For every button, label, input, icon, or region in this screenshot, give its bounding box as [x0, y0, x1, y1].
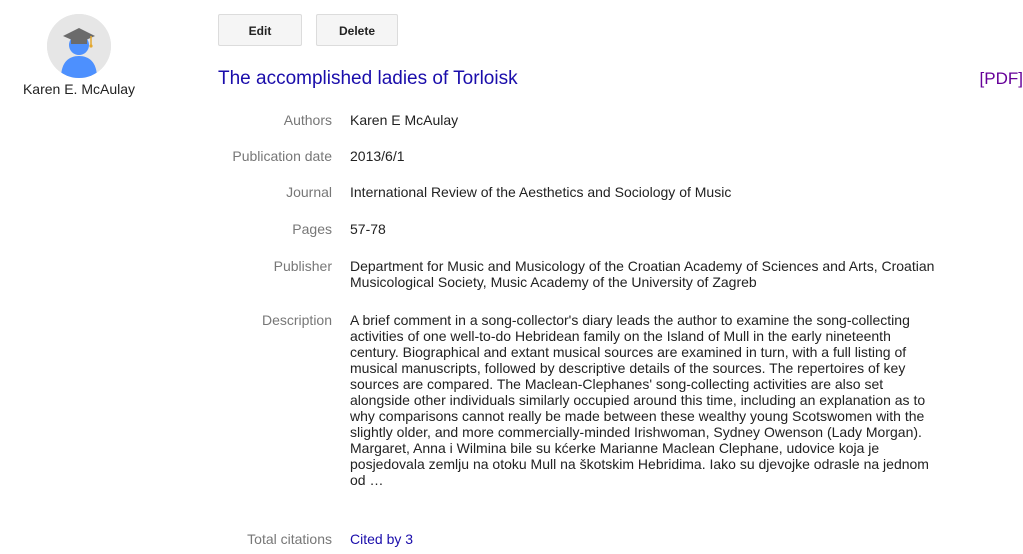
- field-label: Publisher: [273, 258, 332, 274]
- field-label: Publication date: [232, 148, 332, 164]
- field-label: Journal: [286, 184, 332, 200]
- field-label: Description: [261, 312, 332, 328]
- action-bar: [218, 14, 412, 46]
- author-profile: [14, 14, 144, 97]
- field-value: International Review of the Aesthetics and Sociology of Music: [350, 184, 732, 200]
- field-value: 57-78: [350, 221, 386, 237]
- field-value: Department for Music and Musicology of the Croatian Academy of Sciences and Arts, Croatian Musicological Society, Music Academy of the University of Zagreb: [350, 258, 935, 290]
- field-label: Total citations: [247, 531, 332, 547]
- cited-by-link[interactable]: Cited by 3: [350, 531, 414, 547]
- field-value: Karen E McAulay: [350, 112, 459, 128]
- graduate-avatar-icon[interactable]: [47, 14, 111, 78]
- edit-button[interactable]: Edit: [218, 14, 302, 46]
- article-title-link[interactable]: The accomplished ladies of Torloisk: [218, 68, 518, 89]
- field-label: Pages: [292, 221, 332, 237]
- profile-name[interactable]: Karen E. McAulay: [22, 81, 136, 97]
- field-value: A brief comment in a song-collector's diary leads the author to examine the song-collecting activities of one well-to-do Hebridean family on the Island of Mull in the early nineteenth century. Biographical and extant musical sources are examined in turn, with a full listing of musical manuscripts, followed by descriptive details of the sources. The repertoires of key sources are compared. The Maclean-Clephanes' song-collecting activities are also set alongside other individuals similarly occupied around this time, including an explanation as to why comparisons cannot really be made between these wealthy young Scotswomen with the slightly older, and more commercially-minded Irishwoman, Sydney Owenson (Lady Morgan). Margaret, Anna i Wilmina bile su kćerke Marianne Maclean Clephane, udovice koja je posjedovala zemlju na otoku Mull na škotskim Hebridima. Iako su djevojke odrasle na jednom od …: [350, 312, 929, 488]
- pdf-link[interactable]: [PDF]: [979, 69, 1023, 88]
- field-label: Authors: [283, 112, 332, 128]
- field-value: 2013/6/1: [350, 148, 405, 164]
- delete-button[interactable]: Delete: [316, 14, 398, 46]
